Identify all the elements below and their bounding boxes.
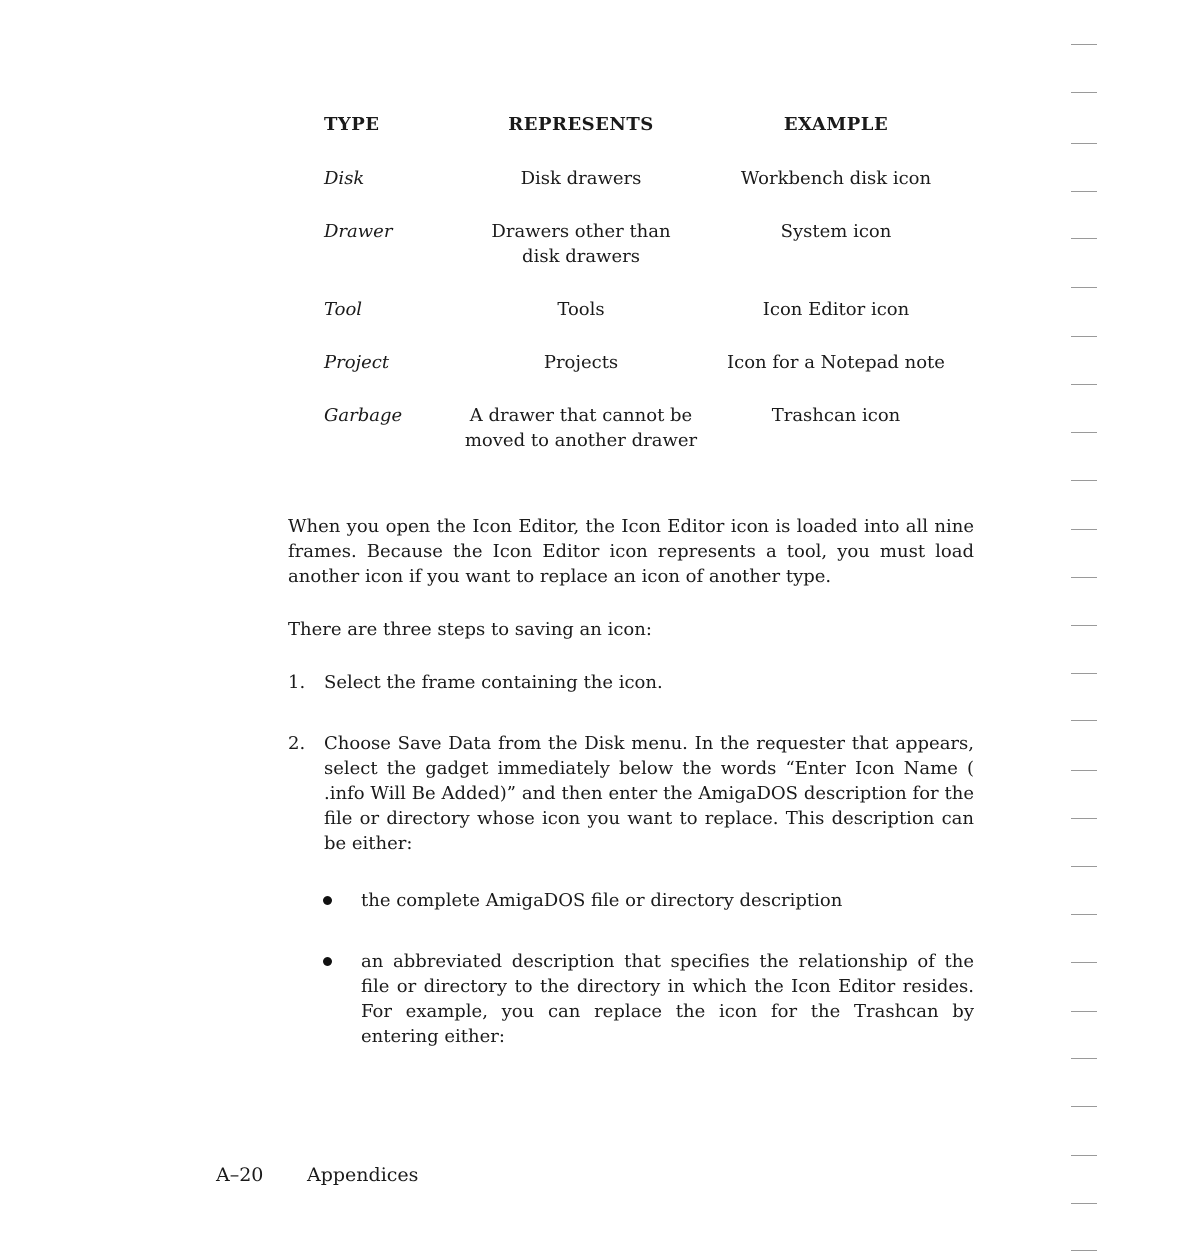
bullet-text: the complete AmigaDOS file or directory description <box>361 890 843 911</box>
represents-line: Disk drawers <box>520 168 642 189</box>
step-text: Select the frame containing the icon. <box>324 672 663 693</box>
represents-line: Drawers other than <box>491 221 671 242</box>
edge-tick <box>1071 770 1097 771</box>
row-type: Drawer <box>324 221 393 242</box>
represents-line: disk drawers <box>522 246 640 267</box>
edge-tick <box>1071 1106 1097 1107</box>
header-represents: REPRESENTS <box>508 114 654 135</box>
edge-tick <box>1071 866 1097 867</box>
steps-intro-paragraph: There are three steps to saving an icon: <box>288 619 652 640</box>
running-footer-title: Appendices <box>307 1164 419 1186</box>
edge-tick <box>1071 92 1097 93</box>
header-example: EXAMPLE <box>783 114 889 135</box>
row-represents <box>448 166 714 191</box>
edge-tick <box>1071 1155 1097 1156</box>
row-example: Icon for a Notepad note <box>727 352 945 373</box>
step-number: 2. <box>288 733 306 754</box>
row-type: Project <box>324 352 390 373</box>
row-example: System icon <box>780 221 892 242</box>
bullet-icon <box>323 957 332 966</box>
row-type: Garbage <box>324 405 403 426</box>
header-type: TYPE <box>324 114 380 135</box>
edge-tick <box>1071 1058 1097 1059</box>
edge-tick <box>1071 384 1097 385</box>
edge-tick <box>1071 143 1097 144</box>
edge-tick <box>1071 625 1097 626</box>
icon-type-table <box>288 112 988 451</box>
edge-tick <box>1071 1203 1097 1204</box>
edge-tick <box>1071 673 1097 674</box>
row-example: Trashcan icon <box>771 405 901 426</box>
row-represents <box>448 219 714 269</box>
table-header-row <box>288 112 988 137</box>
edge-tick <box>1071 238 1097 239</box>
represents-line: A drawer that cannot be <box>469 405 693 426</box>
edge-tick <box>1071 336 1097 337</box>
row-represents <box>448 297 714 322</box>
edge-tick <box>1071 480 1097 481</box>
represents-line: Tools <box>557 299 605 320</box>
edge-tick <box>1071 962 1097 963</box>
row-type: Disk <box>324 168 365 189</box>
edge-tick <box>1071 1250 1097 1251</box>
edge-tick <box>1071 432 1097 433</box>
edge-tick <box>1071 529 1097 530</box>
row-type: Tool <box>324 299 363 320</box>
page-number: A–20 <box>216 1164 264 1186</box>
edge-tick <box>1071 191 1097 192</box>
edge-tick <box>1071 1011 1097 1012</box>
edge-tick <box>1071 44 1097 45</box>
edge-tick <box>1071 577 1097 578</box>
row-example: Workbench disk icon <box>740 168 932 189</box>
bullet-icon <box>323 896 332 905</box>
represents-line: Projects <box>543 352 619 373</box>
bullet-text: an abbreviated description that specifies the relationship of the file or directory to the directory in which the Icon Editor resides. For example, you can replace the icon for the Trashcan by entering either: <box>361 951 974 1047</box>
row-represents <box>448 350 714 375</box>
edge-tick <box>1071 720 1097 721</box>
represents-line: moved to another drawer <box>464 430 698 451</box>
step-text: Choose Save Data from the Disk menu. In the requester that appears, select the gadget immediately below the words “Enter Icon Name ( .info Will Be Added)” and then enter the AmigaDOS description for the file or directory whose icon you want to replace. This description can be either: <box>324 733 974 854</box>
edge-tick <box>1071 818 1097 819</box>
edge-tick <box>1071 914 1097 915</box>
row-example: Icon Editor icon <box>762 299 910 320</box>
edge-tick <box>1071 287 1097 288</box>
row-represents <box>448 403 714 453</box>
intro-paragraph: When you open the Icon Editor, the Icon Editor icon is loaded into all nine frames. Because the Icon Editor icon represents a tool, you must load another icon if you want to replace an icon of another type. <box>288 516 974 587</box>
step-number: 1. <box>288 672 306 693</box>
